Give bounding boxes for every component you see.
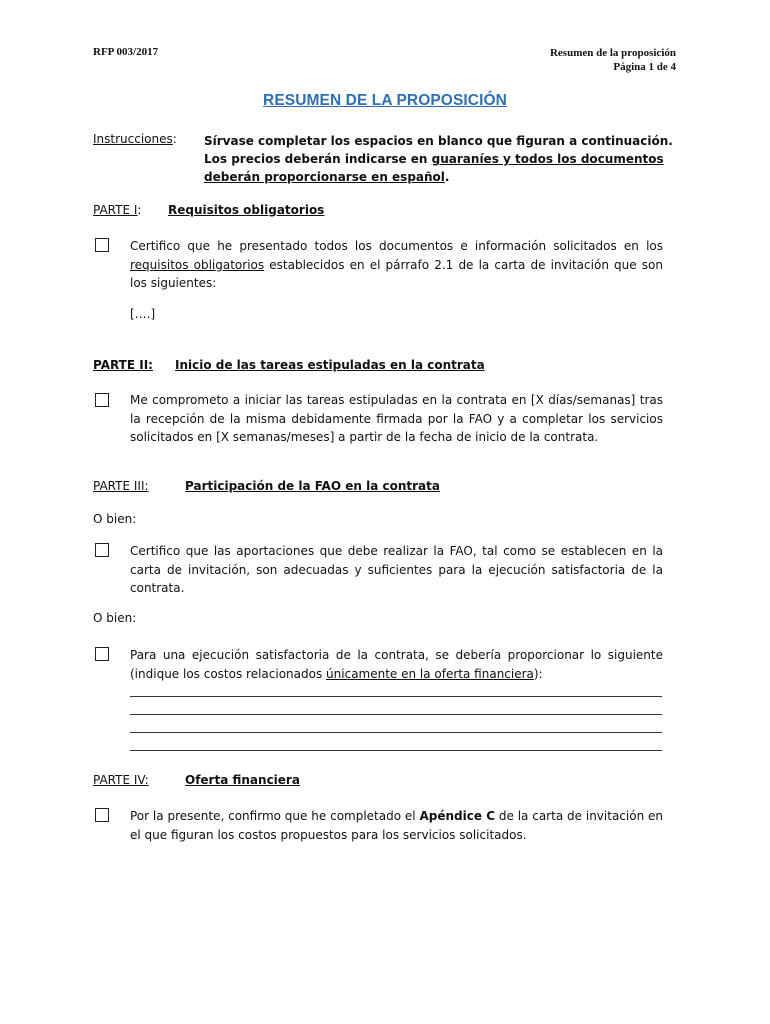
part2-text: Me comprometo a iniciar las tareas estipuladas en la contrata en [X días/semanas] tras la recepción de la misma debidamente firmada por la FAO y a completar los servicios solicitados en [X semanas/meses] a partir de la fecha de inicio de la contrata. <box>130 393 663 444</box>
part3-label: PARTE III: <box>93 479 149 493</box>
header-page-number: Página 1 de 4 <box>613 61 676 73</box>
part2-label: PARTE II: <box>93 358 153 372</box>
fill-in-line-2[interactable] <box>130 714 662 715</box>
part4-text: Por la presente, confirmo que he completado el Apéndice C de la carta de invitación en el que figuran los costos propuestos para los servicios solicitados. <box>130 809 664 842</box>
page-title: RESUMEN DE LA PROPOSICIÓN <box>263 92 507 109</box>
fill-in-line-4[interactable] <box>130 750 662 751</box>
part4-label: PARTE IV: <box>93 773 149 787</box>
part3-option1-checkbox[interactable] <box>95 543 109 557</box>
part1-label: PARTE I: <box>93 203 142 217</box>
header-right <box>550 46 676 74</box>
part1-ellipsis: [….] <box>130 307 156 321</box>
fill-in-line-1[interactable] <box>130 696 662 697</box>
part2-title: Inicio de las tareas estipuladas en la contrata <box>175 358 485 372</box>
part3-or-2: O bien: <box>93 611 137 625</box>
part1-title: Requisitos obligatorios <box>168 203 325 217</box>
part1-text: Certifico que he presentado todos los documentos e información solicitados en los requisitos obligatorios establecidos en el párrafo 2.1 de la carta de invitación que son los siguientes: <box>130 239 663 290</box>
part3-option1-text: Certifico que las aportaciones que debe realizar la FAO, tal como se establecen en la carta de invitación, son adecuadas y suficientes para la ejecución satisfactoria de la contrata. <box>130 544 663 595</box>
header-doc-title: Resumen de la proposición <box>549 47 676 59</box>
part4-checkbox[interactable] <box>95 808 109 822</box>
part3-option2-checkbox[interactable] <box>95 647 109 661</box>
part1-checkbox[interactable] <box>95 238 109 252</box>
part2-checkbox[interactable] <box>95 393 109 407</box>
header-ref: RFP 003/2017 <box>93 46 159 58</box>
part3-or-1: O bien: <box>93 512 137 526</box>
part3-title: Participación de la FAO en la contrata <box>185 479 440 493</box>
fill-in-line-3[interactable] <box>130 732 662 733</box>
instructions-text: Sírvase completar los espacios en blanco que figuran a continuación. Los precios deberán indicarse en guaraníes y todos los documentos deberán proporcionarse en español. <box>204 134 673 184</box>
part3-option2-text: Para una ejecución satisfactoria de la contrata, se debería proporcionar lo siguiente (indique los costos relacionados únicamente en la oferta financiera): <box>130 648 663 681</box>
instructions-label: Instrucciones: <box>93 132 177 146</box>
part4-title: Oferta financiera <box>185 773 300 787</box>
